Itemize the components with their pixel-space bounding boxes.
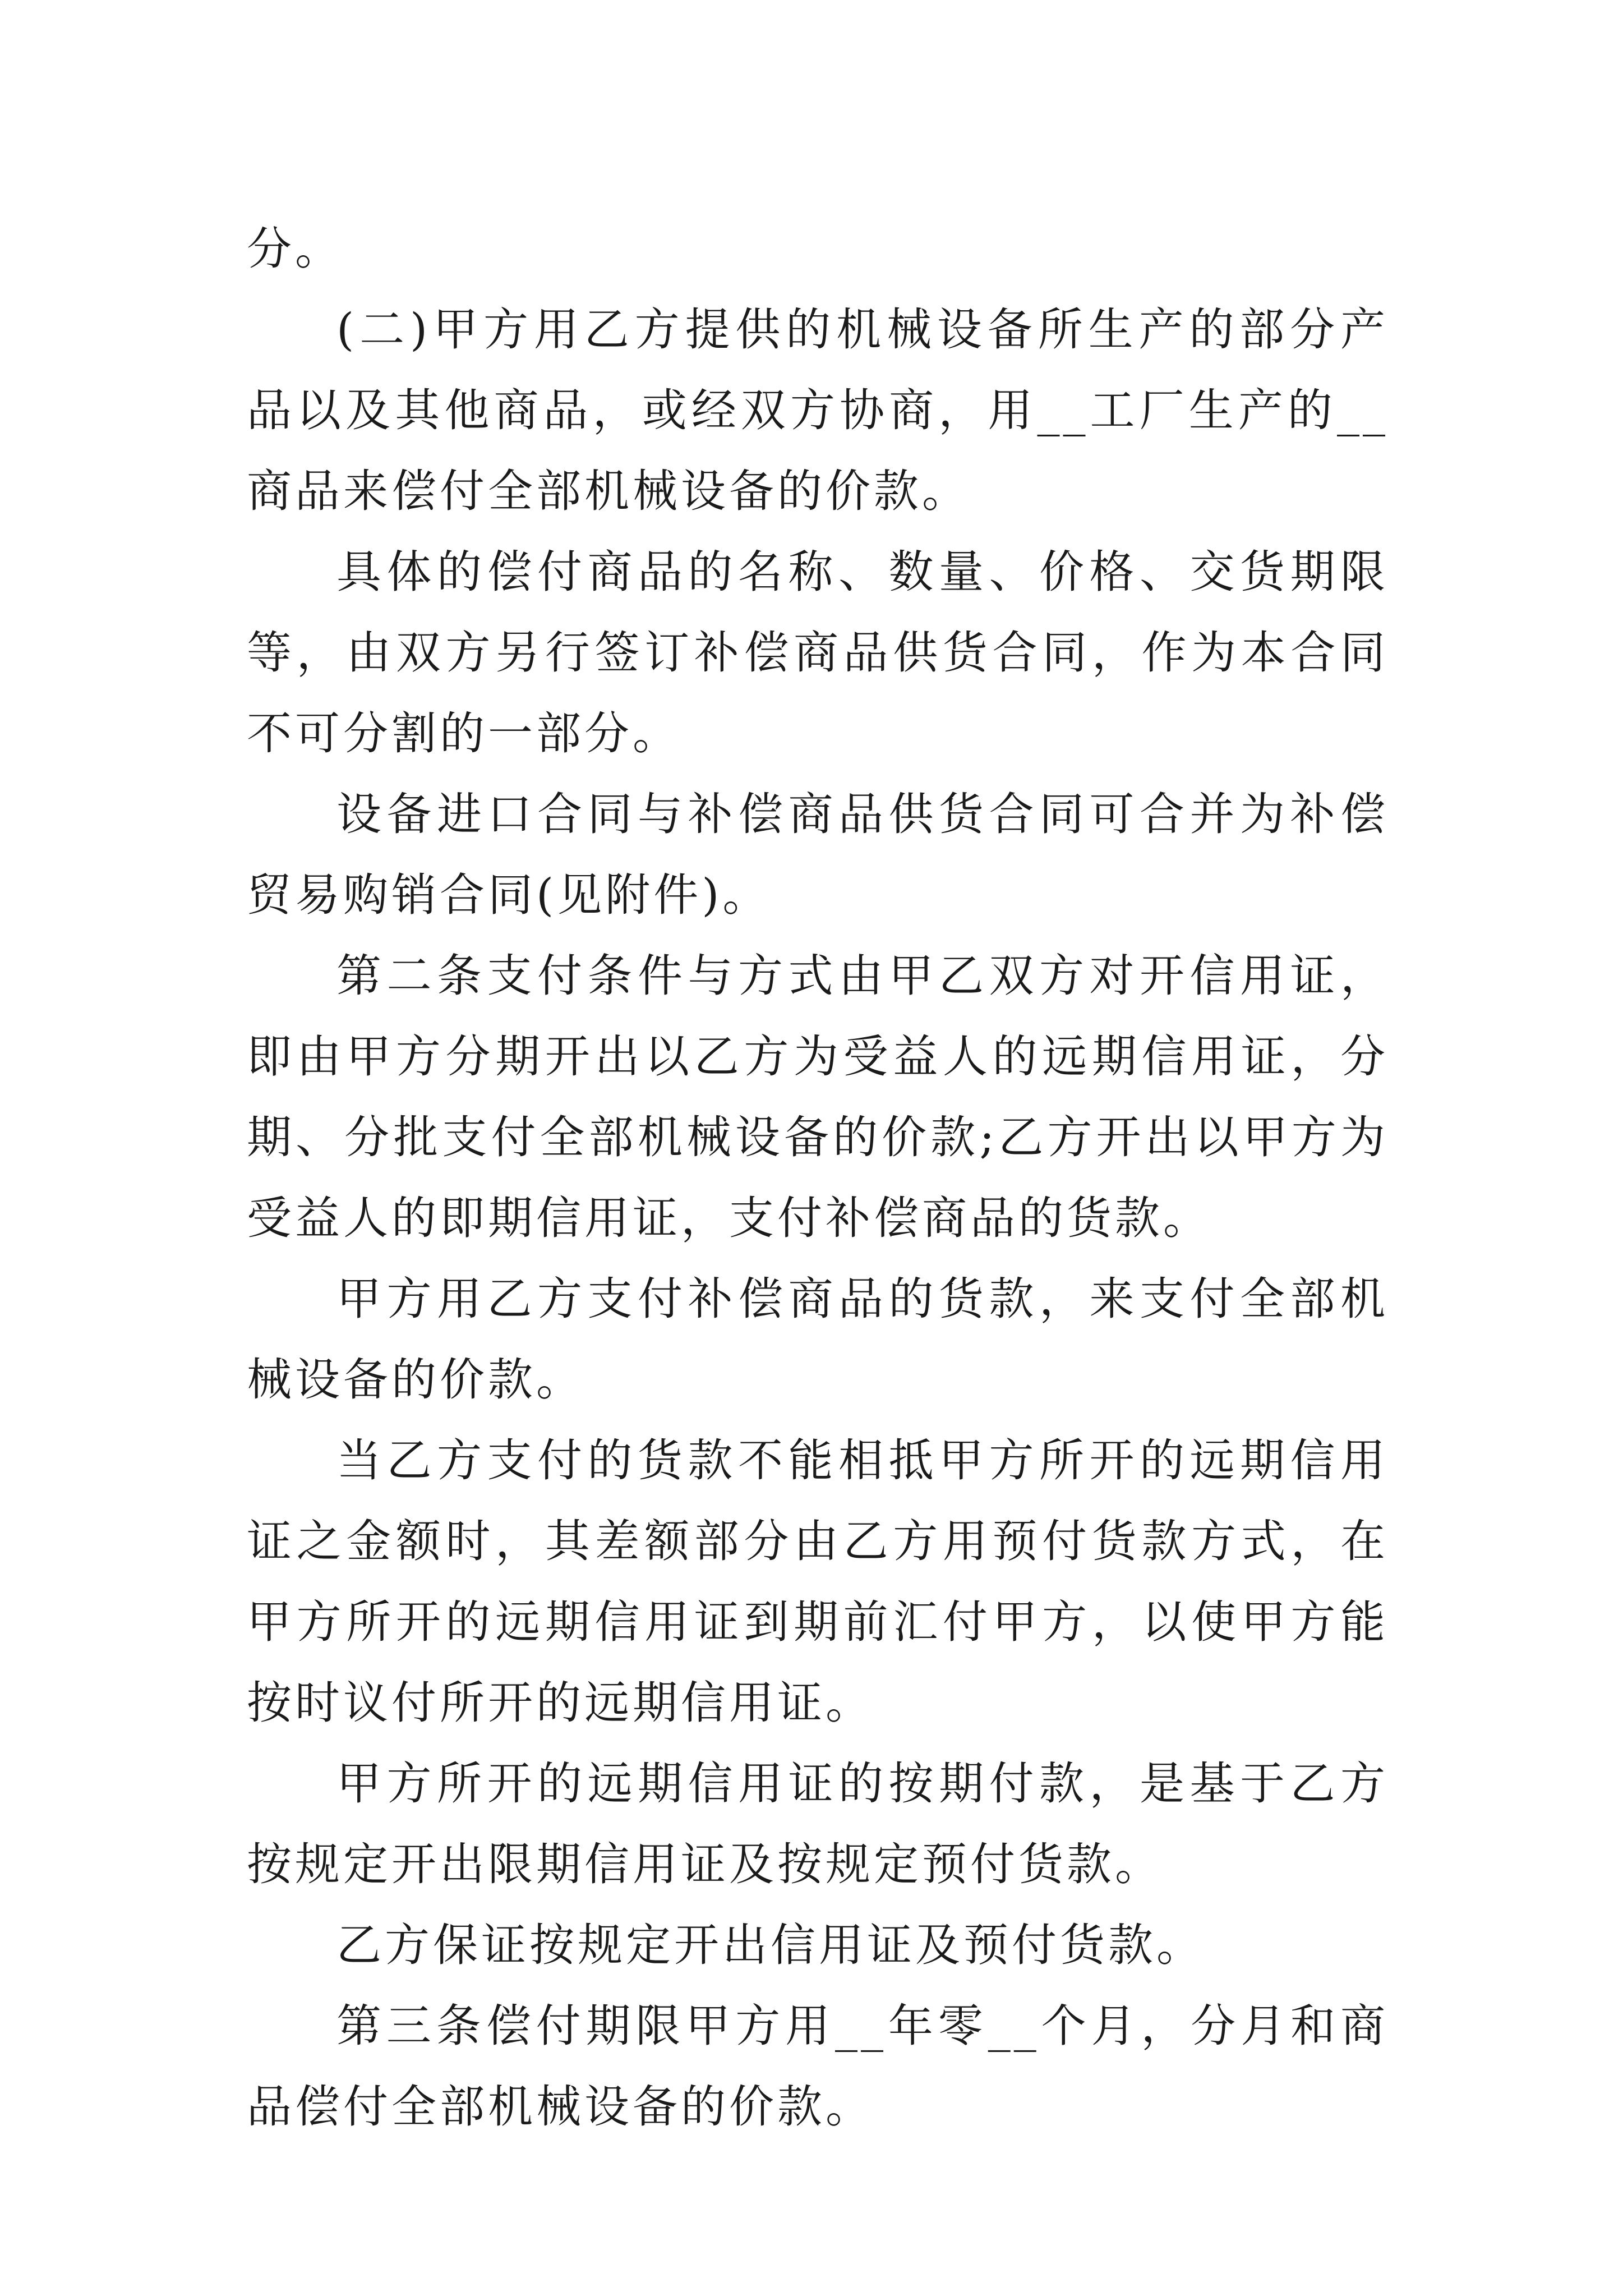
- paragraph-payment-use: 甲方用乙方支付补偿商品的货款，来支付全部机械设备的价款。: [247, 1273, 1389, 1406]
- paragraph-article-2-payment: 第二条支付条件与方式由甲乙双方对开信用证，即由甲方分期开出以乙方为受益人的远期信用证，分期、分批支付全部机械设备的价款;乙方开出以甲方为受益人的即期信用证，支付补偿商品的货款。: [247, 950, 1389, 1244]
- paragraph-clause-2-compensation: (二)甲方用乙方提供的机械设备所生产的部分产品以及其他商品，或经双方协商，用__工厂生产的__商品来偿付全部机械设备的价款。: [247, 303, 1389, 517]
- paragraph-merged-contract: 设备进口合同与补偿商品供货合同可合并为补偿贸易购销合同(见附件)。: [247, 788, 1389, 921]
- paragraph-continuation: 分。: [247, 223, 343, 275]
- document-body: [247, 209, 1389, 2147]
- paragraph-article-3-term: 第三条偿付期限甲方用__年零__个月，分月和商品偿付全部机械设备的价款。: [247, 2000, 1389, 2133]
- paragraph-payment-basis: 甲方所开的远期信用证的按期付款，是基于乙方按规定开出限期信用证及按规定预付货款。: [247, 1757, 1389, 1890]
- paragraph-guarantee: 乙方保证按规定开出信用证及预付货款。: [336, 1919, 1205, 1971]
- paragraph-balance-difference: 当乙方支付的货款不能相抵甲方所开的远期信用证之金额时，其差额部分由乙方用预付货款方式，在甲方所开的远期信用证到期前汇付甲方，以使甲方能按时议付所开的远期信用证。: [247, 1434, 1389, 1729]
- paragraph-supply-contract: 具体的偿付商品的名称、数量、价格、交货期限等，由双方另行签订补偿商品供货合同，作为本合同不可分割的一部分。: [247, 546, 1389, 760]
